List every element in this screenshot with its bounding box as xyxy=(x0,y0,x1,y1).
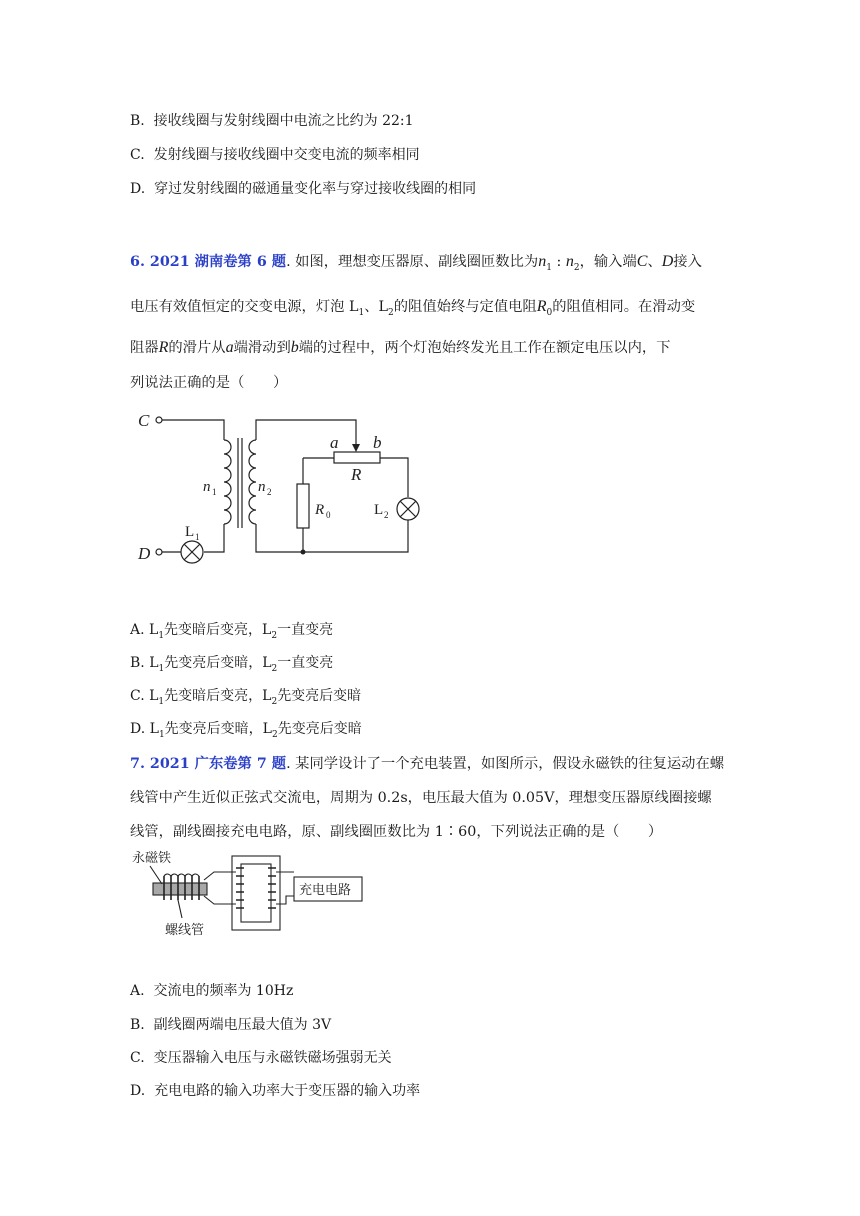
sub: 1 xyxy=(158,696,165,707)
option-label: B. L xyxy=(130,655,159,671)
q7-heading: 7. 2021 广东卷第 7 题 xyxy=(130,756,287,772)
option-text: 穿过发射线圈的磁通量变化率与穿过接收线圈的相同 xyxy=(154,181,477,197)
q6-option-b xyxy=(130,653,333,679)
q6-option-d xyxy=(130,719,362,745)
q7-charger-diagram xyxy=(130,845,390,945)
option-text: 一直变亮 xyxy=(277,655,334,671)
magnet-label: 永磁铁 xyxy=(132,850,172,865)
sub: 0 xyxy=(546,307,553,318)
sub: 1 xyxy=(358,307,365,318)
sub: 2 xyxy=(573,262,580,273)
l2-label: L xyxy=(374,502,384,518)
option-c-prev xyxy=(130,145,420,165)
option-text: 发射线圈与接收线圈中交变电流的频率相同 xyxy=(153,147,420,163)
option-text: 充电电路的输入功率大于变压器的输入功率 xyxy=(154,1083,421,1099)
r0-sub: 0 xyxy=(326,510,331,520)
q6-text: 电压有效值恒定的交变电源，灯泡 L xyxy=(130,299,359,315)
sub: 1 xyxy=(546,262,552,273)
option-text: 先变暗后变亮，L xyxy=(164,688,272,704)
option-label: B. xyxy=(130,1017,145,1033)
sub: 1 xyxy=(158,630,165,641)
q6-line2 xyxy=(130,297,695,323)
option-label: C. xyxy=(130,1050,145,1066)
option-label: A. xyxy=(130,983,145,999)
sub: 1 xyxy=(158,663,165,674)
q6-text: 端滑动到 xyxy=(233,340,291,356)
option-label: D. xyxy=(130,181,146,197)
q6-text: 的阻值始终与定值电阻 xyxy=(393,299,537,315)
r0-symbol: R xyxy=(536,298,547,315)
b-symbol: b xyxy=(290,339,299,356)
r0-label: R xyxy=(315,502,325,518)
sub: 2 xyxy=(271,729,278,740)
q7-text: 线管，副线圈接充电电路，原、副线圈匝数比为 1∶60，下列说法正确的是（ ） xyxy=(130,824,663,840)
sub: 2 xyxy=(388,307,394,318)
option-text: 先变暗后变亮，L xyxy=(164,622,272,638)
q7-option-d xyxy=(130,1081,420,1101)
q6-text: 接入 xyxy=(673,254,702,270)
option-text: 交流电的频率为 10Hz xyxy=(153,983,294,999)
a-symbol: a xyxy=(225,339,234,356)
sub: 2 xyxy=(271,630,278,641)
sub: 2 xyxy=(271,663,278,674)
q7-option-c xyxy=(130,1048,392,1068)
option-text: 接收线圈与发射线圈中电流之比约为 22:1 xyxy=(153,113,414,129)
r-symbol: R xyxy=(158,339,169,356)
option-label: D. L xyxy=(130,721,159,737)
option-text: 先变亮后变暗，L xyxy=(164,655,272,671)
q6-option-a xyxy=(130,620,333,646)
option-text: 先变亮后变暗 xyxy=(277,688,362,704)
option-text: 变压器输入电压与永磁铁磁场强弱无关 xyxy=(153,1050,392,1066)
c-symbol: C xyxy=(636,253,648,270)
sub: 1 xyxy=(158,729,165,740)
n1-sub: 1 xyxy=(212,487,217,497)
sub: 2 xyxy=(271,696,278,707)
q6-text: 端的过程中，两个灯泡始终发光且工作在额定电压以内，下 xyxy=(298,340,671,356)
q6-option-c xyxy=(130,686,361,712)
option-b-prev xyxy=(130,111,414,131)
l1-sub: 1 xyxy=(195,532,200,542)
q7-line2 xyxy=(130,788,712,808)
option-label: C. xyxy=(130,147,145,163)
l2-sub: 2 xyxy=(384,510,389,520)
q6-text: 的阻值相同。在滑动变 xyxy=(552,299,696,315)
option-label: D. xyxy=(130,1083,146,1099)
n1-symbol: n xyxy=(538,253,547,270)
q7-text: . 某同学设计了一个充电装置，如图所示，假设永磁铁的往复运动在螺 xyxy=(286,756,725,772)
q6-text: 列说法正确的是（ ） xyxy=(130,375,288,391)
n2-sub: 2 xyxy=(267,487,272,497)
q6-text: 、L xyxy=(364,299,389,315)
q7-line1 xyxy=(130,754,724,774)
l1-label: L xyxy=(185,524,195,540)
q7-line3 xyxy=(130,822,662,842)
q6-line1: 6. 2021 湖南卷第 6 题. 如图，理想变压器原、副线圈匝数比为$n_1$ : $n_2$，输入端C、D接入 xyxy=(130,253,702,273)
q6-circuit-diagram xyxy=(130,400,430,570)
q6-text: 阻器 xyxy=(130,340,159,356)
q7-option-b xyxy=(130,1015,331,1035)
option-text: 先变亮后变暗，L xyxy=(164,721,272,737)
q6-line4 xyxy=(130,373,287,393)
q6-heading: 6. 2021 湖南卷第 6 题 xyxy=(130,254,287,270)
n1-label: n xyxy=(203,479,211,495)
option-label: A. L xyxy=(130,622,159,638)
q7-text: 线管中产生近似正弦式交流电，周期为 0.2s，电压最大值为 0.05V，理想变压器原线圈接螺 xyxy=(130,790,712,806)
n2-symbol: n xyxy=(565,253,574,270)
option-label: C. L xyxy=(130,688,159,704)
q6-text: . 如图，理想变压器原、副线圈匝数比为 xyxy=(286,254,539,270)
option-text: 副线圈两端电压最大值为 3V xyxy=(153,1017,332,1033)
option-d-prev xyxy=(130,179,476,199)
slider-a-label: a xyxy=(330,433,339,452)
q6-line3 xyxy=(130,338,670,358)
option-label: B. xyxy=(130,113,145,129)
solenoid-label: 螺线管 xyxy=(165,922,205,937)
q6-text: ，输入端 xyxy=(579,254,637,270)
q6-text: 、 xyxy=(647,254,662,270)
slider-b-label: b xyxy=(373,433,382,452)
terminal-d-label: D xyxy=(138,544,151,563)
terminal-c-label: C xyxy=(138,411,150,430)
option-text: 一直变亮 xyxy=(277,622,334,638)
q7-option-a xyxy=(130,981,293,1001)
d-symbol: D xyxy=(661,253,674,270)
charger-label: 充电电路 xyxy=(299,882,352,897)
option-text: 先变亮后变暗 xyxy=(277,721,362,737)
q6-text: 的滑片从 xyxy=(168,340,226,356)
rheostat-r-label: R xyxy=(351,465,362,484)
n2-label: n xyxy=(258,479,266,495)
